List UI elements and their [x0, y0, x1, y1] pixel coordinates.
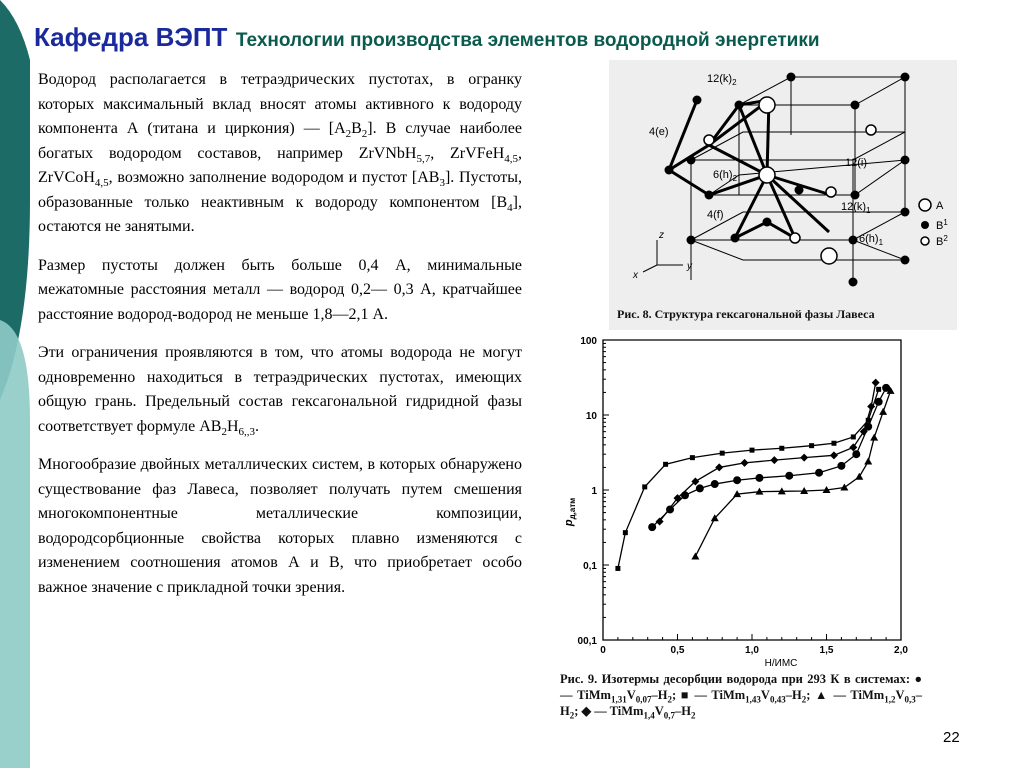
data-point-circle [696, 484, 704, 492]
data-point-diamond [849, 443, 857, 451]
page-number: 22 [943, 729, 960, 746]
label-12k2: $12(k)_2$ [707, 73, 737, 87]
data-point-diamond [800, 454, 808, 462]
data-point-square [690, 455, 695, 460]
legend-b2: $B^2$ [936, 234, 948, 248]
paragraph-1: Водород располагается в тетраэдрических пустотах, в огранку которых максимальный вклад вносят атомы активного к водороду компонента А (титана и циркония) — $[A_2B_2]$. В случае наиболее богатых водородом составов, например ZrVNbH$_{5,7}$, ZrVFeH$_{4,5}$, ZrVCoH$_{4,5}$, возможно заполнение водородом и пустот $[AB_3]$. Пустоты, образованные только неактивным к водороду компонентом $[B_4]$, остаются не занятыми. [38, 71, 523, 235]
label-12k1: $12(k)_1$ [841, 201, 871, 215]
data-point-circle [666, 505, 674, 513]
y-tick-label: 10 [585, 411, 597, 422]
legend-b1: $B^1$ [936, 218, 948, 232]
data-point-diamond [715, 463, 723, 471]
label-6h2: $6(h)_2$ [713, 169, 738, 183]
series-diamond-line [660, 383, 876, 522]
y-tick-label: 00,1 [577, 636, 597, 647]
data-point-triangle [691, 552, 699, 559]
legend-a: A [936, 200, 944, 212]
data-point-circle [648, 523, 656, 531]
slide-header [34, 22, 820, 53]
desorption-isotherm-chart [545, 328, 975, 668]
figure-9-caption: Рис. 9. Изотермы десорбции водорода при 293 К в системах: ● — $TiMm_{1,31}V_{0,07}-H_2$; ■ — $TiMm_{1,43}V_{0,43}-H_2$; ▲ — $TiMm_{1,2}V_{0,3}-H_2$; ◆ — $TiMm_{1,4}V_{0,7}-H_2$ [560, 672, 922, 721]
data-point-circle [733, 476, 741, 484]
data-point-diamond [830, 451, 838, 459]
data-point-square [809, 443, 814, 448]
x-tick-label: 0,5 [670, 645, 685, 656]
structure-legend [919, 199, 948, 248]
chart-frame [603, 340, 901, 640]
data-point-square [750, 448, 755, 453]
chart-y-axis-label: $p_{д,атм}$ [563, 497, 577, 527]
slide-subtitle: Технологии производства элементов водородной энергетики [235, 30, 820, 51]
data-point-circle [837, 462, 845, 470]
paragraph-3: Эти ограничения проявляются в том, что атомы водорода не могут одновременно находиться в тетраэдрических пустотах, имеющих общую грань. Предельный состав гексагональной гидридной фазы соответствует формуле $AB_2H_{6,,3}$. [38, 344, 522, 438]
x-tick-label: 2,0 [894, 645, 908, 656]
data-point-square [663, 462, 668, 467]
data-point-square [831, 441, 836, 446]
data-point-diamond [872, 379, 880, 387]
data-point-triangle [855, 473, 863, 480]
x-tick-label: 1,0 [745, 645, 759, 656]
data-point-square [779, 446, 784, 451]
data-point-square [623, 530, 628, 535]
data-point-circle [755, 474, 763, 482]
chart-x-axis-label: Н/ИМС [764, 658, 798, 668]
side-decoration [0, 0, 30, 768]
data-point-diamond [770, 456, 778, 464]
y-tick-label: 100 [580, 336, 597, 347]
y-tick-label: 0,1 [583, 561, 597, 572]
structure-diagram [609, 60, 957, 300]
laves-structure-figure [609, 60, 957, 330]
data-point-diamond [741, 459, 749, 467]
department-title: Кафедра ВЭПТ [34, 22, 228, 52]
data-point-circle [852, 450, 860, 458]
axes-indicator [643, 240, 683, 272]
data-point-circle [711, 480, 719, 488]
data-point-triangle [879, 408, 887, 415]
data-point-circle [815, 469, 823, 477]
axis-x-label: x [633, 270, 638, 281]
label-4f: 4(f) [707, 209, 724, 221]
data-point-triangle [840, 483, 848, 490]
data-point-circle [785, 472, 793, 480]
data-point-circle [875, 398, 883, 406]
data-point-square [851, 434, 856, 439]
label-12i: 12(i) [845, 157, 868, 169]
figure-8-caption: Рис. 8. Структура гексагональной фазы Лавеса [617, 307, 875, 321]
x-tick-label: 1,5 [819, 645, 834, 656]
data-point-circle [864, 423, 872, 431]
data-point-square [720, 451, 725, 456]
data-point-square [642, 484, 647, 489]
label-4e: 4(e) [649, 126, 669, 138]
paragraph-2: Размер пустоты должен быть больше 0,4 А, минимальные межатомные расстояния металл — водород 0,2— 0,3 А, кратчайшее расстояние водород-водород не меньше 1,8—2,1 А. [38, 256, 522, 323]
data-point-circle [681, 491, 689, 499]
y-tick-label: 1 [591, 486, 597, 497]
data-point-square [876, 387, 881, 392]
data-point-triangle [870, 434, 878, 441]
series-circle-line [652, 388, 886, 527]
axis-z-label: z [659, 230, 664, 241]
data-point-square [615, 566, 620, 571]
paragraph-4: Многообразие двойных металлических систем, в которых обнаружено существование фаз Лавеса, позволяет получать путем смешения многокомпонентные металлические композиции, водородсорбционные свойства которых плавно изменяются с изменением соотношения атомов А и В, что приобретает особо важное значение с прикладной точки зрения. [38, 456, 522, 596]
x-tick-label: 0 [600, 645, 606, 656]
data-point-triangle [864, 457, 872, 464]
axis-y-label: y [687, 261, 692, 272]
body-text [38, 68, 522, 614]
label-6h1: $6(h)_1$ [859, 233, 884, 247]
series-triangle-line [695, 391, 890, 557]
